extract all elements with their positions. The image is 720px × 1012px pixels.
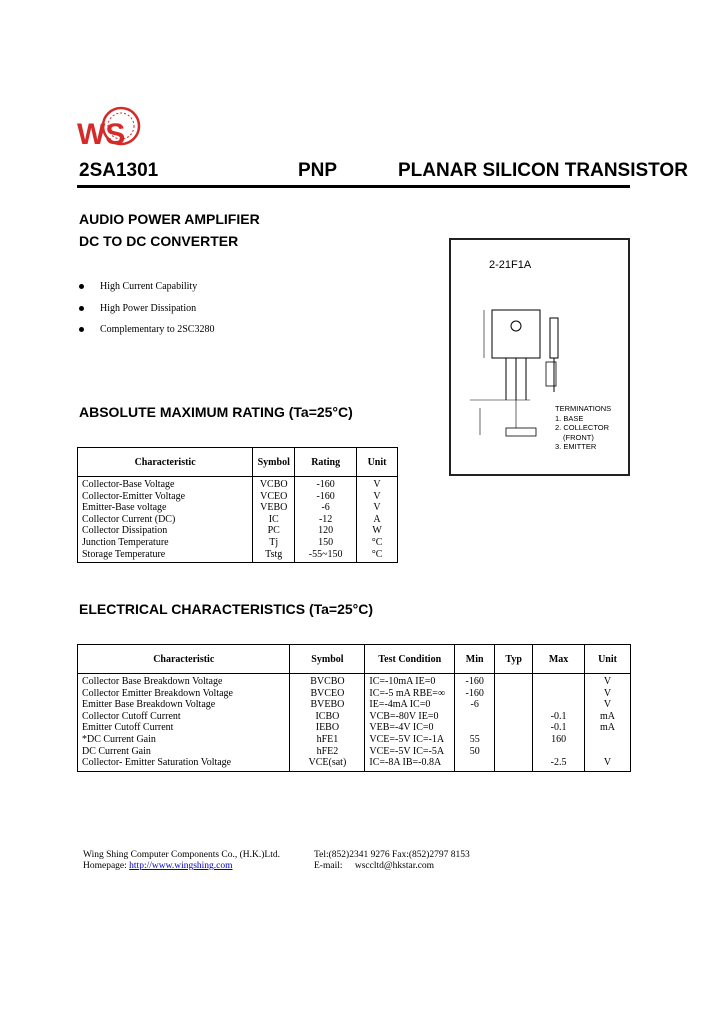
feature-item: High Current Capability: [79, 281, 197, 292]
cell: -160: [295, 491, 357, 503]
footer-homepage: [83, 861, 233, 871]
header-cell: Min: [455, 645, 495, 674]
header-cell: Characteristic: [78, 645, 290, 674]
header-cell: Max: [533, 645, 585, 674]
application-1: AUDIO POWER AMPLIFIER: [79, 211, 260, 227]
table-row: [78, 757, 631, 771]
elec-char-table: [77, 644, 631, 772]
table-header-row: [78, 448, 398, 477]
device-description: PLANAR SILICON TRANSISTOR: [398, 160, 688, 181]
logo-text: WS: [77, 118, 126, 151]
cell: V: [585, 674, 631, 688]
cell: VCEO: [253, 491, 295, 503]
cell: [585, 746, 631, 758]
cell: -6: [455, 699, 495, 711]
cell: Emitter Cutoff Current: [78, 722, 290, 734]
table-row: [78, 746, 631, 758]
email-link[interactable]: wsccltd@hkstar.com: [354, 861, 435, 871]
table-row: [78, 525, 398, 537]
homepage-link[interactable]: http://www.wingshing.com: [129, 861, 233, 871]
header-rule: [77, 185, 630, 188]
cell: V: [585, 688, 631, 700]
cell: [495, 746, 533, 758]
abs-max-table: [77, 447, 398, 563]
cell: IE=-4mA IC=0: [365, 699, 455, 711]
cell: IEBO: [290, 722, 365, 734]
cell: Collector-Emitter Voltage: [78, 491, 253, 503]
cell: VEBO: [253, 502, 295, 514]
cell: Collector Cutoff Current: [78, 711, 290, 723]
cell: A: [357, 514, 398, 526]
cell: VEB=-4V IC=0: [365, 722, 455, 734]
table-header-row: [78, 645, 631, 674]
table-row: [78, 514, 398, 526]
cell: -0.1: [533, 711, 585, 723]
cell: [495, 699, 533, 711]
package-code: 2-21F1A: [489, 259, 532, 271]
termination-item: 3. EMITTER: [555, 442, 597, 451]
cell: °C: [357, 549, 398, 563]
cell: V: [357, 477, 398, 491]
cell: ICBO: [290, 711, 365, 723]
table-row: [78, 734, 631, 746]
footer-tel: Tel:(852)2341 9276 Fax:(852)2797 8153: [314, 850, 470, 860]
cell: V: [357, 502, 398, 514]
cell: *DC Current Gain: [78, 734, 290, 746]
cell: IC=-8A IB=-0.8A: [365, 757, 455, 771]
cell: Storage Temperature: [78, 549, 253, 563]
cell: -6: [295, 502, 357, 514]
cell: [533, 746, 585, 758]
bullet-icon: [79, 327, 84, 332]
cell: [495, 688, 533, 700]
cell: 120: [295, 525, 357, 537]
cell: BVCBO: [290, 674, 365, 688]
cell: Collector Dissipation: [78, 525, 253, 537]
cell: BVEBO: [290, 699, 365, 711]
cell: [533, 699, 585, 711]
terminations-title: TERMINATIONS: [555, 404, 612, 413]
company-logo: [77, 104, 141, 156]
cell: DC Current Gain: [78, 746, 290, 758]
application-2: DC TO DC CONVERTER: [79, 233, 239, 249]
header-cell: Characteristic: [78, 448, 253, 477]
cell: 150: [295, 537, 357, 549]
termination-item: 2. COLLECTOR: [555, 423, 610, 432]
cell: °C: [357, 537, 398, 549]
table-row: [78, 722, 631, 734]
cell: mA: [585, 711, 631, 723]
terminations-legend: [555, 404, 611, 452]
feature-item: Complementary to 2SC3280: [79, 324, 214, 335]
cell: [495, 734, 533, 746]
cell: Collector-Base Voltage: [78, 477, 253, 491]
cell: VCE=-5V IC=-1A: [365, 734, 455, 746]
cell: [455, 722, 495, 734]
elec-char-title: ELECTRICAL CHARACTERISTICS (Ta=25°C): [79, 601, 374, 617]
cell: VCBO: [253, 477, 295, 491]
cell: [455, 711, 495, 723]
cell: -12: [295, 514, 357, 526]
table-row: [78, 674, 631, 688]
cell: -0.1: [533, 722, 585, 734]
footer-email: [314, 861, 434, 871]
cell: [533, 688, 585, 700]
cell: V: [585, 699, 631, 711]
header-cell: Unit: [585, 645, 631, 674]
cell: VCE(sat): [290, 757, 365, 771]
cell: Junction Temperature: [78, 537, 253, 549]
cell: IC: [253, 514, 295, 526]
table-row: [78, 711, 631, 723]
cell: V: [585, 757, 631, 771]
cell: -2.5: [533, 757, 585, 771]
cell: BVCEO: [290, 688, 365, 700]
cell: Collector- Emitter Saturation Voltage: [78, 757, 290, 771]
termination-item: 1. BASE: [555, 413, 584, 423]
cell: Collector Current (DC): [78, 514, 253, 526]
table-row: [78, 502, 398, 514]
table-row: [78, 477, 398, 491]
table-row: [78, 549, 398, 563]
cell: V: [357, 491, 398, 503]
cell: PC: [253, 525, 295, 537]
cell: [533, 674, 585, 688]
cell: 50: [455, 746, 495, 758]
bullet-icon: [79, 306, 84, 311]
cell: hFE1: [290, 734, 365, 746]
cell: -160: [455, 688, 495, 700]
cell: [585, 734, 631, 746]
table-row: [78, 699, 631, 711]
footer-company: Wing Shing Computer Components Co., (H.K.)Ltd.: [83, 850, 280, 860]
header-cell: Rating: [295, 448, 357, 477]
cell: -55~150: [295, 549, 357, 563]
cell: IC=-10mA IE=0: [365, 674, 455, 688]
cell: Tstg: [253, 549, 295, 563]
cell: [495, 711, 533, 723]
cell: -160: [295, 477, 357, 491]
header-cell: Unit: [357, 448, 398, 477]
transistor-type: PNP: [298, 160, 338, 181]
cell: [495, 757, 533, 771]
cell: Emitter Base Breakdown Voltage: [78, 699, 290, 711]
table-row: [78, 537, 398, 549]
cell: W: [357, 525, 398, 537]
homepage-label: Homepage:: [83, 861, 127, 871]
cell: Collector Base Breakdown Voltage: [78, 674, 290, 688]
cell: Tj: [253, 537, 295, 549]
cell: IC=-5 mA RBE=∞: [365, 688, 455, 700]
termination-item: (FRONT): [563, 432, 594, 442]
email-label: E-mail:: [314, 861, 343, 871]
table-row: [78, 688, 631, 700]
cell: [495, 674, 533, 688]
header-cell: Test Condition: [365, 645, 455, 674]
feature-item: High Power Dissipation: [79, 303, 196, 314]
cell: VCB=-80V IE=0: [365, 711, 455, 723]
cell: VCE=-5V IC=-5A: [365, 746, 455, 758]
bullet-icon: [79, 284, 84, 289]
cell: 160: [533, 734, 585, 746]
part-number: 2SA1301: [79, 160, 159, 181]
abs-max-title: ABSOLUTE MAXIMUM RATING (Ta=25°C): [79, 404, 353, 420]
header-cell: Symbol: [290, 645, 365, 674]
header-cell: Typ: [495, 645, 533, 674]
cell: mA: [585, 722, 631, 734]
header-cell: Symbol: [253, 448, 295, 477]
cell: hFE2: [290, 746, 365, 758]
cell: Collector Emitter Breakdown Voltage: [78, 688, 290, 700]
cell: [455, 757, 495, 771]
table-row: [78, 491, 398, 503]
cell: 55: [455, 734, 495, 746]
cell: [495, 722, 533, 734]
cell: Emitter-Base voltage: [78, 502, 253, 514]
cell: -160: [455, 674, 495, 688]
